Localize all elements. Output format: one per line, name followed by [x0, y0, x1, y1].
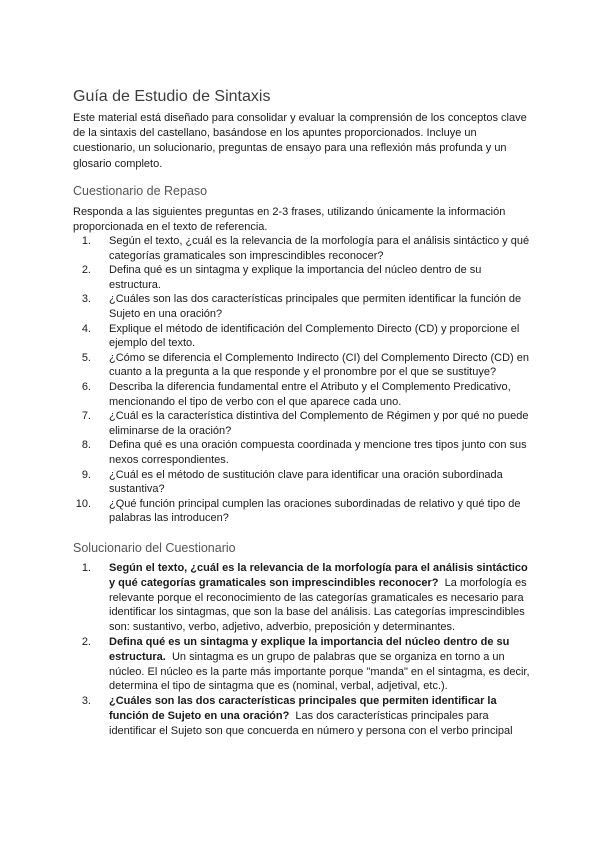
question-text: Defina qué es un sintagma y explique la importancia del núcleo dentro de su estructura.	[109, 264, 482, 291]
question-text: ¿Cuál es la característica distintiva del Complemento de Régimen y por qué no puede eliminarse de la oración?	[109, 410, 529, 437]
question-text: Explique el método de identificación del Complemento Directo (CD) y proporcione el ejemplo del texto.	[109, 322, 520, 350]
answer-item	[73, 694, 533, 738]
answers-list	[73, 561, 533, 739]
answer-item	[73, 561, 533, 635]
quiz-question-item	[73, 438, 533, 467]
question-text: ¿Cuál es el método de sustitución clave para identificar una oración subordinada sustantiva?	[109, 468, 503, 496]
answer-question: Defina qué es un sintagma y explique la importancia del núcleo dentro de su estructura.	[109, 635, 510, 663]
quiz-question-item	[73, 322, 533, 351]
answer-number: 2.	[81, 635, 91, 648]
quiz-question-item	[73, 292, 533, 321]
answers-heading: Solucionario del Cuestionario	[73, 541, 236, 555]
question-text: ¿Qué función principal cumplen las oraciones subordinadas de relativo y qué tipo de palabras las introducen?	[109, 497, 521, 525]
answer-question: ¿Cuáles son las dos características principales que permiten identificar la función de Sujeto en una oración?	[109, 695, 497, 722]
quiz-heading: Cuestionario de Repaso	[73, 184, 208, 198]
question-number: 6.	[81, 380, 91, 393]
question-number: 1.	[81, 235, 91, 247]
quiz-question-item	[73, 497, 533, 526]
question-number: 8.	[81, 439, 91, 452]
question-number: 2.	[81, 264, 91, 277]
question-number: 9.	[81, 468, 91, 481]
quiz-question-item	[73, 263, 533, 292]
intro-paragraph: Este material está diseñado para consolidar y evaluar la comprensión de los conceptos clave de la sintaxis del castellano, basándose en los apuntes proporcionados. Incluye un cuestionario, un solucionario, preguntas de ensayo para una reflexión más profunda y un glosario completo.	[73, 112, 527, 170]
answer-text: Un sintagma es un grupo de palabras que se organiza en torno a un núcleo. El núcleo es la parte más importante porque "manda" en el sintagma, es decir, determina el tipo de sintagma que es (nominal, verbal, adjetival, etc.).	[109, 650, 530, 693]
question-number: 5.	[81, 351, 91, 364]
answer-text: La morfología es relevante porque el reconocimiento de las categorías gramaticales es necesario para identificar los sintagmas, que son la base del análisis. Las categorías imprescindibles son: sustantivo, verbo, adjetivo, adverbio, preposición y determinantes.	[109, 576, 527, 634]
quiz-question-list	[73, 234, 533, 526]
question-text: Defina qué es una oración compuesta coordinada y mencione tres tipos junto con sus nexos correspondientes.	[109, 439, 527, 466]
question-text: ¿Cómo se diferencia el Complemento Indirecto (CI) del Complemento Directo (CD) en cuanto a la pregunta a la que responde y el pronombre por el que se sustituye?	[109, 351, 529, 379]
answer-number: 1.	[81, 562, 91, 574]
quiz-question-item	[73, 351, 533, 380]
quiz-question-item	[73, 468, 533, 497]
answer-question: Según el texto, ¿cuál es la relevancia de la morfología para el análisis sintáctico y qué categorías gramaticales son imprescindibles reconocer?	[109, 562, 528, 589]
quiz-question-item	[73, 234, 533, 263]
question-text: Según el texto, ¿cuál es la relevancia de la morfología para el análisis sintáctico y qué categorías gramaticales son imprescindibles reconocer?	[109, 235, 530, 262]
answer-text: Las dos características principales para identificar el Sujeto son que concuerda en número y persona con el verbo principal	[109, 709, 513, 737]
question-number: 3.	[81, 293, 91, 306]
answer-number: 3.	[81, 695, 91, 708]
page-title: Guía de Estudio de Sintaxis	[73, 88, 271, 105]
question-text: ¿Cuáles son las dos características principales que permiten identificar la función de Sujeto en una oración?	[109, 293, 522, 320]
answer-item	[73, 635, 533, 694]
quiz-question-item	[73, 409, 533, 438]
question-text: Describa la diferencia fundamental entre el Atributo y el Complemento Predicativo, mencionando el tipo de verbo con el que aparece cada uno.	[109, 380, 511, 408]
question-number: 4.	[81, 322, 91, 335]
question-number: 7.	[81, 410, 91, 423]
quiz-question-item	[73, 380, 533, 409]
quiz-instructions: Responda a las siguientes preguntas en 2-3 frases, utilizando únicamente la información proporcionada en el texto de referencia.	[73, 206, 506, 234]
question-number: 10.	[75, 497, 91, 510]
